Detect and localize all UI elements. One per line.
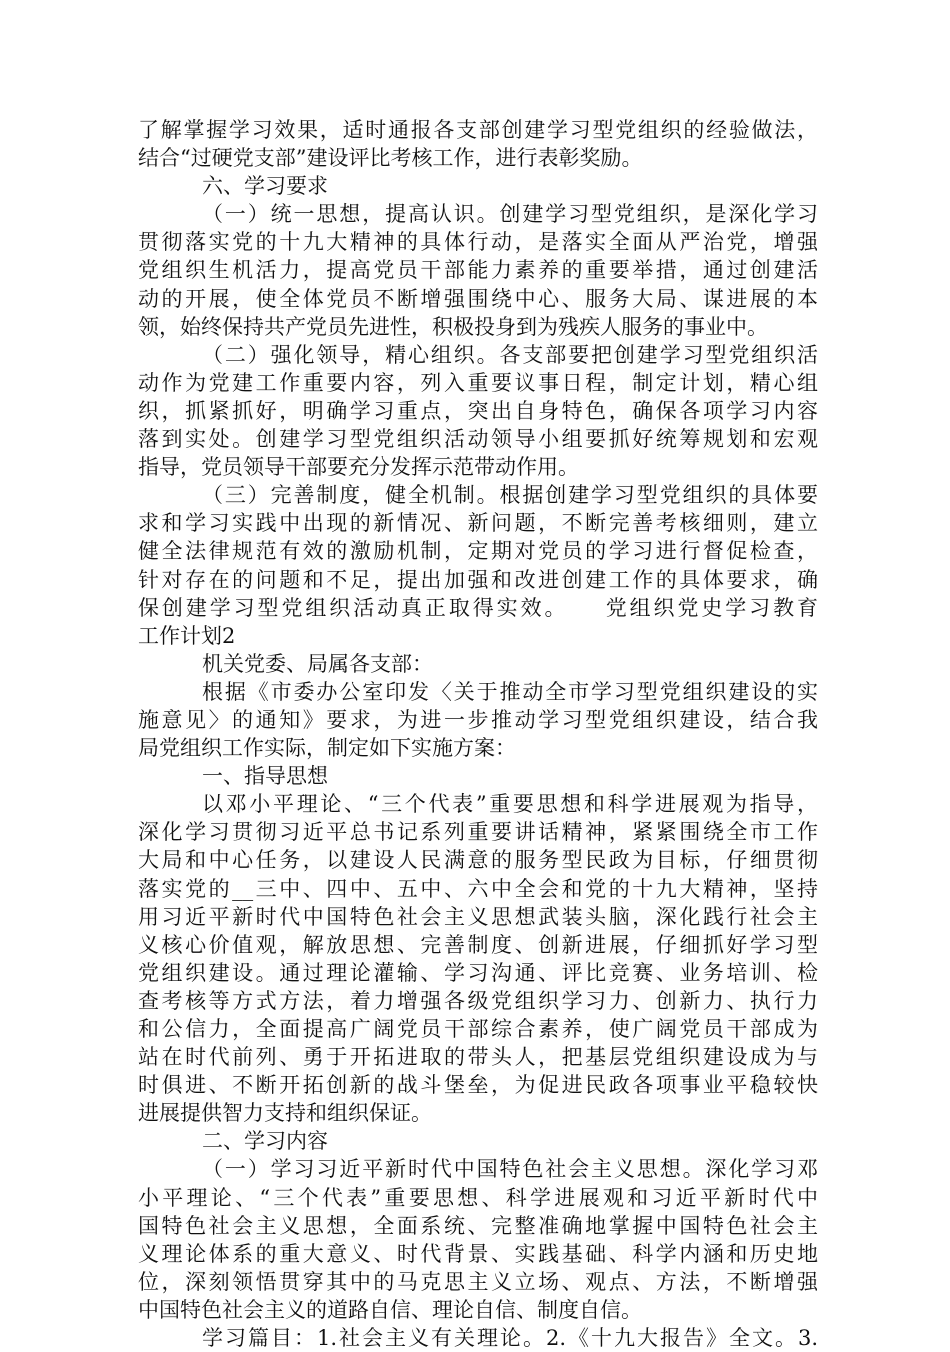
- text-line: 指导，党员领导干部要充分发挥示范带动作用。: [138, 455, 579, 480]
- text-line: 健全法律规范有效的激励机制，定期对党员的学习进行督促检查，: [138, 539, 818, 564]
- text-line: 和公信力，全面提高广阔党员干部综合素养，使广阔党员干部成为: [138, 1017, 818, 1041]
- text-line: （一）学习习近平新时代中国特色社会主义思想。深化学习邓: [202, 1157, 818, 1182]
- text-line: 了解掌握学习效果，适时通报各支部创建学习型党组织的经验做法，: [138, 118, 818, 142]
- text-line: 领，始终保持共产党员先进性，积极投身到为残疾人服务的事业中。: [138, 314, 768, 339]
- text-line: 求和学习实践中出现的新情况、新问题，不断完善考核细则，建立: [138, 511, 818, 536]
- text-line: 查考核等方式方法，着力增强各级党组织学习力、创新力、执行力: [138, 988, 818, 1013]
- text-line: 保创建学习型党组织活动真正取得实效。 党组织党史学习教育: [138, 595, 818, 620]
- text-line: 动的开展，使全体党员不断增强围绕中心、服务大局、谋进展的本: [138, 286, 818, 311]
- text-line: 国特色社会主义思想，全面系统、完整准确地掌握中国特色社会主: [138, 1213, 818, 1238]
- document-body: [138, 116, 818, 1352]
- text-line: 织，抓紧抓好，明确学习重点，突出自身特色，确保各项学习内容: [138, 398, 818, 423]
- text-line: 义核心价值观，解放思想、完善制度、创新进展，仔细抓好学习型: [138, 932, 818, 957]
- text-line: 时俱进、不断开拓创新的战斗堡垒，为促进民政各项事业平稳较快: [138, 1073, 818, 1098]
- text-line: 党组织生机活力，提高党员干部能力素养的重要举措，通过创建活: [138, 258, 818, 283]
- text-line: 站在时代前列、勇于开拓进取的带头人，把基层党组织建设成为与: [138, 1045, 818, 1070]
- text-line: 党组织建设。通过理论灌输、学习沟通、评比竞赛、业务培训、检: [138, 960, 818, 985]
- text-line: 大局和中心任务，以建设人民满意的服务型民政为目标，仔细贯彻: [138, 848, 818, 873]
- text-line: 用习近平新时代中国特色社会主义思想武装头脑，深化践行社会主: [138, 904, 818, 929]
- text-line: 义理论体系的重大意义、时代背景、实践基础、科学内涵和历史地: [138, 1241, 818, 1266]
- text-line: 施意见〉的通知》要求，为进一步推动学习型党组织建设，结合我: [138, 707, 818, 732]
- text-line: 学习篇目：1.社会主义有关理论。2.《十九大报告》全文。3.: [202, 1326, 818, 1351]
- text-line: 根据《市委办公室印发〈关于推动全市学习型党组织建设的实: [202, 679, 818, 704]
- text-line: 深化学习贯彻习近平总书记系列重要讲话精神，紧紧围绕全市工作: [138, 820, 818, 845]
- text-line: 一、指导思想: [202, 764, 328, 789]
- text-line: 局党组织工作实际，制定如下实施方案：: [138, 736, 516, 761]
- text-line: 中国特色社会主义的道路自信、理论自信、制度自信。: [138, 1297, 642, 1322]
- text-line: 六、学习要求: [202, 174, 328, 199]
- text-line: 二、学习内容: [202, 1129, 328, 1154]
- text-line: 小平理论、“三个代表”重要思想、科学进展观和习近平新时代中: [138, 1185, 818, 1210]
- text-line: 贯彻落实党的十九大精神的具体行动，是落实全面从严治党，增强: [138, 230, 818, 255]
- text-line: （一）统一思想，提高认识。创建学习型党组织，是深化学习: [202, 202, 818, 227]
- text-line: 机关党委、局属各支部：: [202, 651, 433, 676]
- text-line: 落到实处。创建学习型党组织活动领导小组要抓好统筹规划和宏观: [138, 427, 818, 452]
- text-line: 工作计划2: [138, 623, 236, 648]
- text-line: 结合“过硬党支部”建设评比考核工作，进行表彰奖励。: [138, 146, 643, 171]
- text-line: 动作为党建工作重要内容，列入重要议事日程，制定计划，精心组: [138, 370, 818, 395]
- text-line: 进展提供智力支持和组织保证。: [138, 1101, 432, 1126]
- text-line: 以邓小平理论、“三个代表”重要思想和科学进展观为指导，: [202, 792, 818, 817]
- text-line: 位，深刻领悟贯穿其中的马克思主义立场、观点、方法，不断增强: [138, 1269, 818, 1294]
- text-line: 针对存在的问题和不足，提出加强和改进创建工作的具体要求，确: [138, 567, 818, 592]
- text-line: 落实党的__三中、四中、五中、六中全会和党的十九大精神，坚持: [138, 876, 818, 901]
- text-line: （二）强化领导，精心组织。各支部要把创建学习型党组织活: [202, 342, 818, 367]
- text-line: （三）完善制度，健全机制。根据创建学习型党组织的具体要: [202, 483, 818, 508]
